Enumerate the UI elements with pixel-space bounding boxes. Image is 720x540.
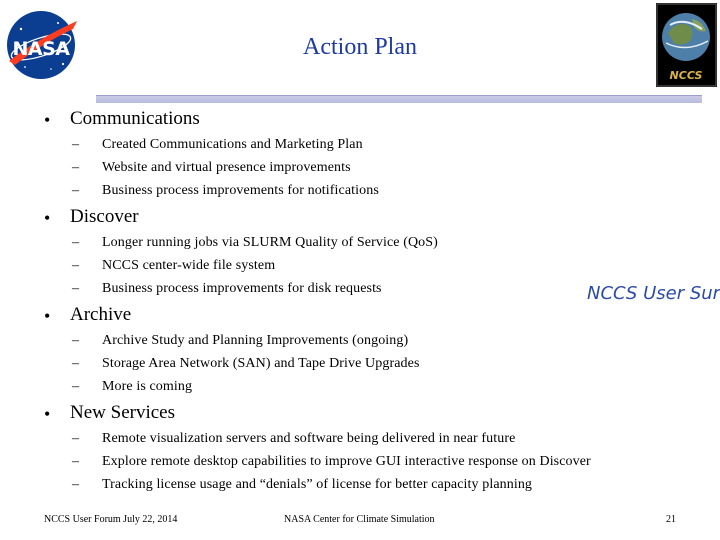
bullet-icon: •: [44, 208, 51, 228]
nasa-logo-text: NASA: [12, 38, 70, 60]
page-number: 21: [666, 514, 676, 525]
list-item: – Explore remote desktop capabilities to improve GUI interactive response on Discover: [72, 454, 591, 469]
list-item: – More is coming: [72, 379, 193, 394]
list-item: – Archive Study and Planning Improvements (ongoing): [72, 333, 409, 348]
slide-title: Action Plan: [303, 34, 417, 60]
section-title: New Services: [70, 402, 175, 423]
list-item: – Business process improvements for disk requests: [72, 281, 382, 296]
overflow-text: NCCS User Sur: [587, 283, 720, 304]
list-item: – NCCS center-wide file system: [72, 258, 276, 273]
list-item: – Longer running jobs via SLURM Quality of Service (QoS): [72, 235, 438, 250]
list-item: – Storage Area Network (SAN) and Tape Drive Upgrades: [72, 356, 420, 371]
nccs-logo-text: NCCS: [669, 69, 703, 82]
footer-center: NASA Center for Climate Simulation: [284, 514, 435, 525]
bullet-icon: •: [44, 306, 51, 326]
bullet-icon: •: [44, 110, 51, 130]
list-item: – Remote visualization servers and software being delivered in near future: [72, 431, 516, 446]
list-item: – Created Communications and Marketing Plan: [72, 137, 363, 152]
list-item: – Website and virtual presence improvements: [72, 160, 351, 175]
section-title: Discover: [70, 206, 139, 227]
section-title: Archive: [70, 304, 132, 325]
bullet-icon: •: [44, 404, 51, 424]
title-divider: [96, 95, 702, 103]
section-title: Communications: [70, 108, 200, 129]
list-item: – Business process improvements for notifications: [72, 183, 379, 198]
list-item: – Tracking license usage and “denials” of license for better capacity planning: [72, 477, 533, 492]
footer-event: NCCS User Forum July 22, 2014: [44, 514, 178, 525]
